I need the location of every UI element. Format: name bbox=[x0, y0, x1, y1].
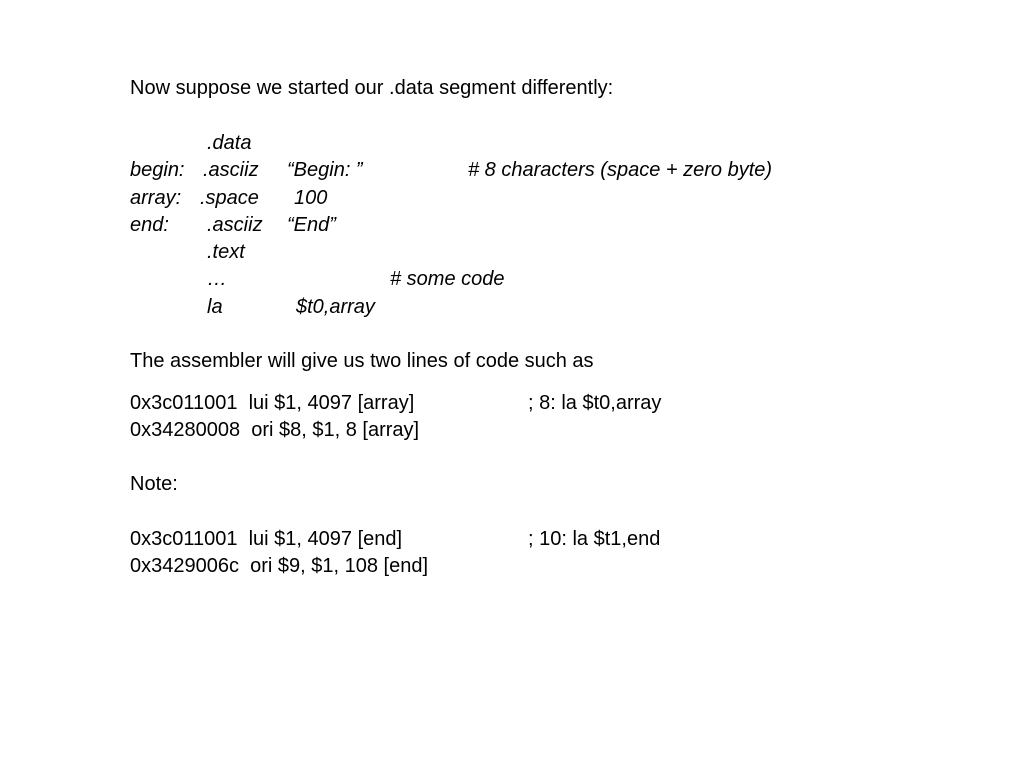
begin-value: “Begin: ” bbox=[287, 159, 363, 181]
example2-line2-code: 0x3429006c ori $9, $1, 108 [end] bbox=[130, 555, 429, 577]
la-args: $t0,array bbox=[296, 296, 375, 318]
intro-text: Now suppose we started our .data segment differently: bbox=[130, 77, 614, 99]
ellipsis-comment: # some code bbox=[390, 268, 505, 290]
begin-directive: .asciiz bbox=[203, 159, 259, 181]
ellipsis-line: … bbox=[207, 268, 227, 290]
example1-line2-code: 0x34280008 ori $8, $1, 8 [array] bbox=[130, 419, 420, 441]
array-value: 100 bbox=[294, 187, 328, 209]
example2-line1-comment: ; 10: la $t1,end bbox=[528, 528, 661, 550]
assembler-text: The assembler will give us two lines of code such as bbox=[130, 350, 594, 372]
data-directive: .data bbox=[207, 132, 252, 154]
text-directive: .text bbox=[207, 241, 245, 263]
example1-line1-code: 0x3c011001 lui $1, 4097 [array] bbox=[130, 392, 415, 414]
array-label: array: bbox=[130, 187, 182, 209]
array-directive: .space bbox=[200, 187, 259, 209]
la-op: la bbox=[207, 296, 223, 318]
begin-comment: # 8 characters (space + zero byte) bbox=[468, 159, 773, 181]
example2-line1-code: 0x3c011001 lui $1, 4097 [end] bbox=[130, 528, 403, 550]
end-directive: .asciiz bbox=[207, 214, 263, 236]
end-value: “End” bbox=[287, 214, 336, 236]
example1-line1-comment: ; 8: la $t0,array bbox=[528, 392, 662, 414]
end-label: end: bbox=[130, 214, 169, 236]
begin-label: begin: bbox=[130, 159, 185, 181]
note-label: Note: bbox=[130, 473, 178, 495]
